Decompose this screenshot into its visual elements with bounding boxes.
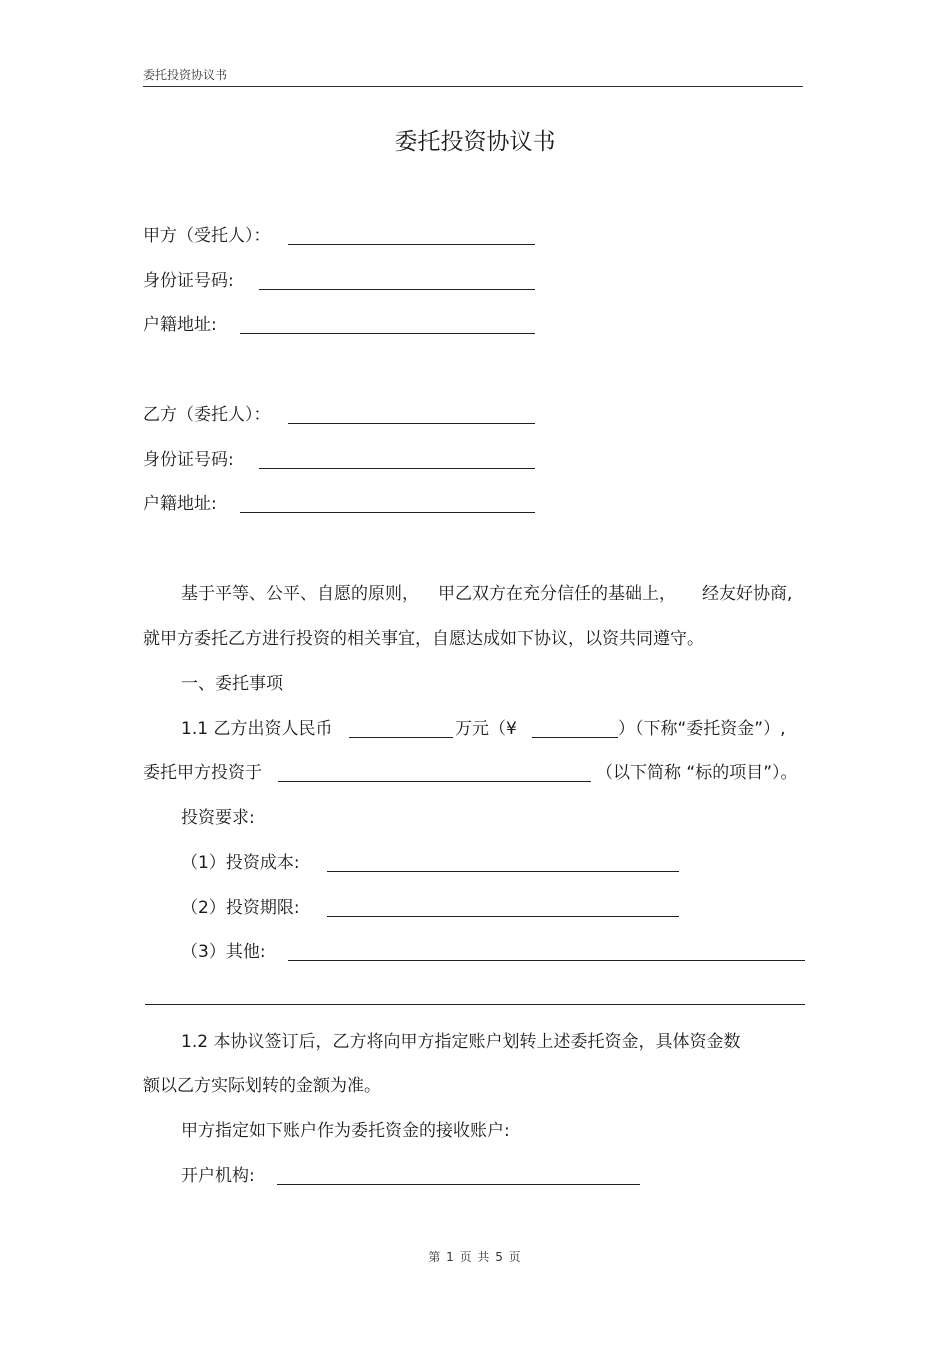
document-title: 委托投资协议书: [394, 129, 556, 155]
requirement-other-field[interactable]: [288, 960, 805, 961]
party-a-name-label: 甲方（受托人）：: [143, 226, 271, 246]
preamble-line1-part2: 甲乙双方在充分信任的基础上，: [438, 584, 676, 604]
clause-1-1-prefix: 1.1 乙方出资人民币: [181, 719, 333, 739]
bank-field[interactable]: [277, 1184, 640, 1185]
requirement-cost-label: （1）投资成本:: [181, 853, 300, 873]
party-b-name-field[interactable]: [288, 423, 535, 424]
party-a-id-field[interactable]: [259, 289, 535, 290]
amount-yuan-field[interactable]: [532, 737, 618, 738]
party-b-address-label: 户籍地址:: [143, 494, 217, 514]
requirement-term-label: （2）投资期限:: [181, 898, 300, 918]
clause-1-2-line1: 1.2 本协议签订后，乙方将向甲方指定账户划转上述委托资金，具体资金数: [181, 1032, 741, 1052]
requirement-cost-field[interactable]: [327, 871, 679, 872]
party-b-id-label: 身份证号码:: [143, 450, 234, 470]
clause-1-1-suffix: ）（下称“委托资金”）,: [618, 719, 786, 739]
preamble-line1-part1: 基于平等、公平、自愿的原则，: [181, 584, 419, 604]
party-a-address-field[interactable]: [240, 333, 535, 334]
requirement-other-field-continued[interactable]: [145, 1004, 805, 1005]
party-b-id-field[interactable]: [259, 468, 535, 469]
clause-1-1-unit: 万元（¥: [455, 719, 517, 739]
party-a-name-field[interactable]: [288, 244, 535, 245]
bank-label: 开户机构:: [181, 1166, 255, 1186]
preamble-line1-part3: 经友好协商,: [702, 584, 793, 604]
header-divider: [143, 86, 803, 87]
requirement-other-label: （3）其他:: [181, 942, 266, 962]
amount-wan-field[interactable]: [349, 737, 453, 738]
party-b-address-field[interactable]: [240, 512, 535, 513]
account-intro: 甲方指定如下账户作为委托资金的接收账户:: [181, 1121, 510, 1141]
clause-1-2-line2: 额以乙方实际划转的金额为准。: [143, 1076, 381, 1096]
requirement-term-field[interactable]: [327, 916, 679, 917]
section-1-heading: 一、委托事项: [181, 674, 283, 694]
party-a-address-label: 户籍地址:: [143, 315, 217, 335]
clause-1-1-line2-prefix: 委托甲方投资于: [143, 763, 262, 783]
party-a-id-label: 身份证号码:: [143, 271, 234, 291]
clause-1-1-line2-suffix: （以下简称 “标的项目”）。: [596, 763, 798, 783]
preamble-line2: 就甲方委托乙方进行投资的相关事宜，自愿达成如下协议，以资共同遵守。: [143, 629, 704, 649]
target-project-field[interactable]: [278, 781, 591, 782]
page-footer: 第 1 页 共 5 页: [428, 1250, 522, 1264]
running-header: 委托投资协议书: [143, 68, 228, 82]
party-b-name-label: 乙方（委托人）：: [143, 405, 271, 425]
requirements-heading: 投资要求:: [181, 808, 255, 828]
